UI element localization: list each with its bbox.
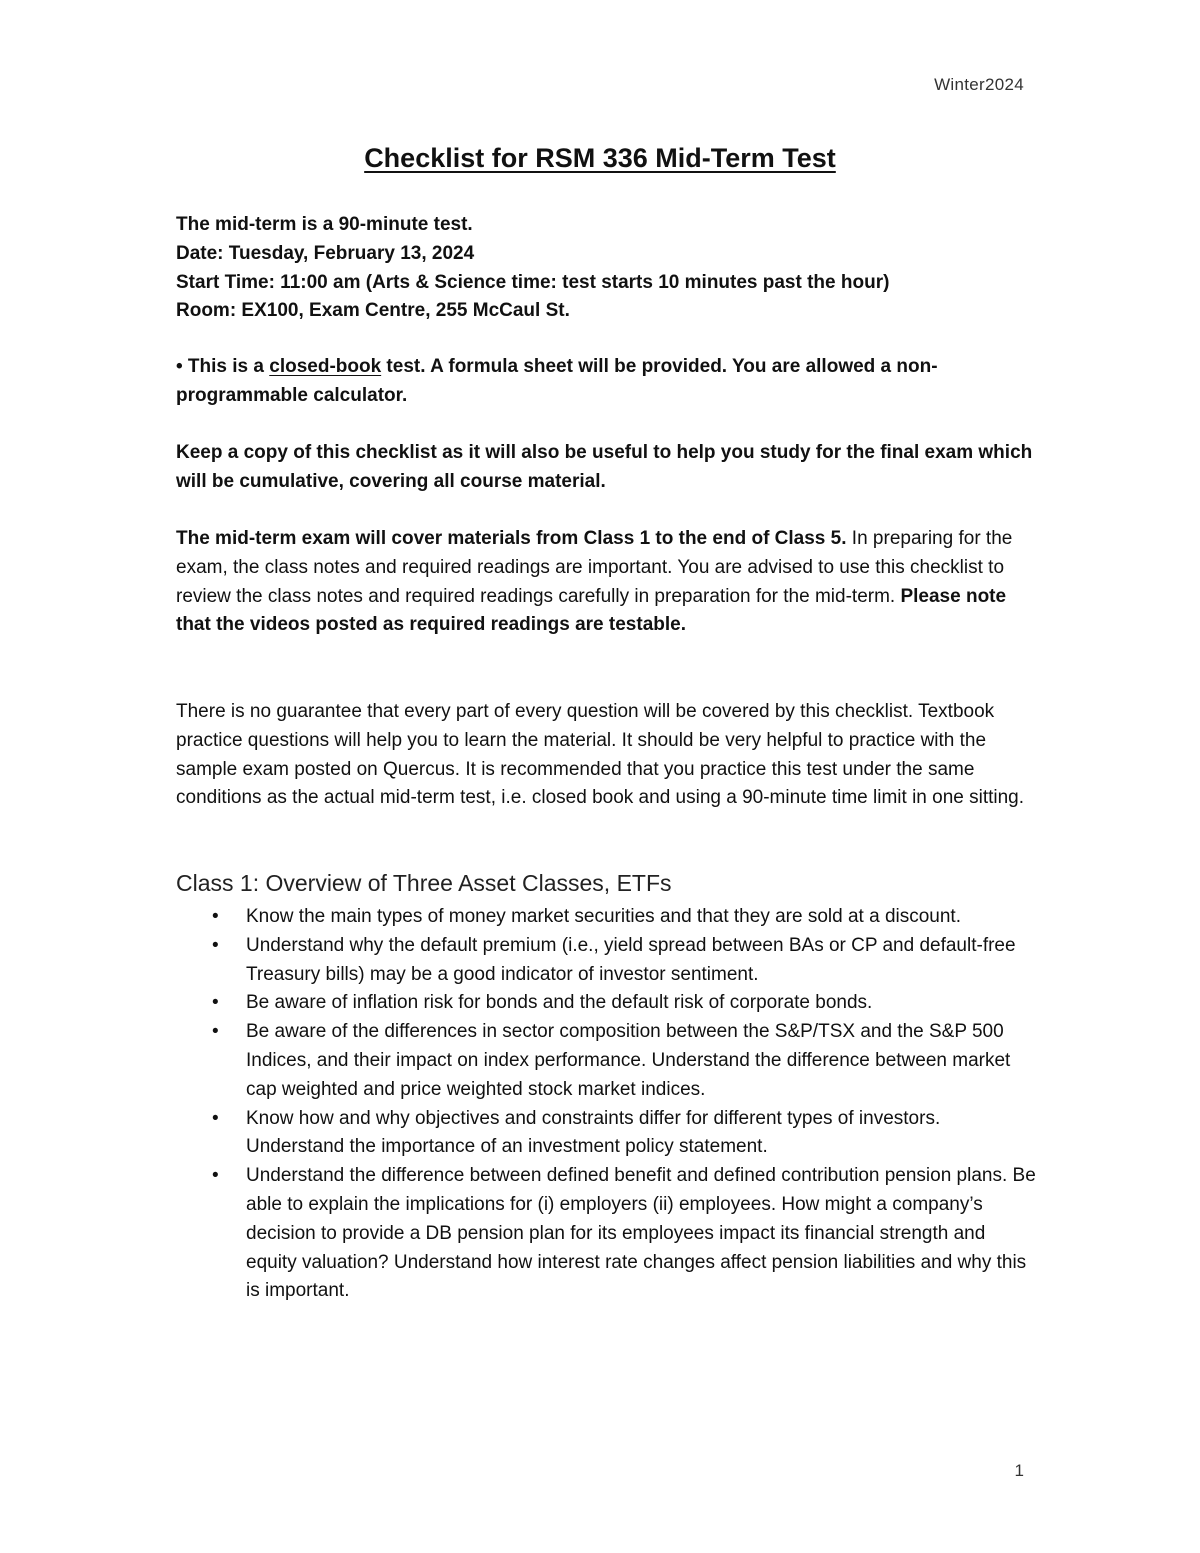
coverage-paragraph bbox=[176, 525, 1036, 640]
closed-book-suffix: test. A formula sheet will be provided. You are allowed a non-programmable calculator. bbox=[176, 356, 938, 406]
guarantee-text: There is no guarantee that every part of every question will be covered by this checklist. Textbook practice questions will help you to learn the material. It should be very helpful to practice with the sample exam posted on Quercus. It is recommended that you practice this test under the same conditions as the actual mid-term test, i.e. closed book and using a 90-minute time limit in one sitting. bbox=[176, 701, 1025, 809]
test-room: Room: EX100, Exam Centre, 255 McCaul St. bbox=[176, 300, 570, 322]
test-duration: The mid-term is a 90-minute test. bbox=[176, 214, 473, 235]
list-item bbox=[176, 1162, 1036, 1306]
list-item-text: Know how and why objectives and constraints differ for different types of investors. Understand the importance of an investment policy statement. bbox=[246, 1107, 941, 1158]
coverage-tail: Please note that the videos posted as required readings are testable. bbox=[176, 585, 1007, 636]
list-item bbox=[176, 989, 1036, 1018]
bullet-marker: • bbox=[212, 934, 219, 956]
bullet-marker: • bbox=[212, 992, 219, 1014]
list-item-text: Be aware of the differences in sector composition between the S&P/TSX and the S&P 500 Indices, and their impact on index performance. Understand the difference between market cap weighted and price weighted stock market indices. bbox=[246, 1021, 1011, 1100]
bullet-marker: • bbox=[212, 1165, 219, 1187]
bullet-marker: • bbox=[212, 1021, 219, 1043]
coverage-middle: In preparing for the exam, the class notes and required readings are important. You are advised to use this checklist to review the class notes and required readings carefully in preparation for the mid-term. bbox=[176, 528, 1013, 607]
keep-copy-paragraph bbox=[176, 439, 1036, 497]
list-item-text: Understand the difference between defined benefit and defined contribution pension plans. Be able to explain the implications for (i) employers (ii) employees. How might a company’s decision to provide a DB pension plan for its employees impact its financial strength and equity valuation? Understand how interest rate changes affect pension liabilities and why this is important. bbox=[246, 1165, 1036, 1302]
list-item bbox=[176, 932, 1036, 990]
keep-copy-text: Keep a copy of this checklist as it will also be useful to help you study for the final exam which will be cumulative, covering all course material. bbox=[176, 442, 1033, 492]
test-date: Date: Tuesday, February 13, 2024 bbox=[176, 242, 475, 264]
bullet-marker: • bbox=[212, 1107, 219, 1129]
list-item bbox=[176, 903, 1036, 932]
test-info-block bbox=[176, 211, 1036, 326]
list-item bbox=[176, 1105, 1036, 1163]
document-title: Checklist for RSM 336 Mid-Term Test bbox=[364, 143, 836, 173]
closed-book-paragraph bbox=[176, 353, 1036, 411]
class1-bullet-list bbox=[176, 903, 1036, 1306]
list-item-text: Understand why the default premium (i.e., yield spread between BAs or CP and default-free Treasury bills) may be a good indicator of investor sentiment. bbox=[246, 934, 1016, 985]
page-number: 1 bbox=[1014, 1461, 1024, 1480]
coverage-lead: The mid-term exam will cover materials from Class 1 to the end of Class 5. bbox=[176, 528, 847, 549]
guarantee-paragraph bbox=[176, 698, 1036, 813]
list-item-text: Be aware of inflation risk for bonds and the default risk of corporate bonds. bbox=[246, 992, 873, 1014]
closed-book-term: closed-book bbox=[269, 356, 382, 377]
term-header: Winter2024 bbox=[934, 75, 1024, 94]
closed-book-prefix: • This is a bbox=[176, 356, 270, 377]
list-item-text: Know the main types of money market securities and that they are sold at a discount. bbox=[246, 906, 961, 927]
bullet-marker: • bbox=[212, 906, 219, 927]
list-item bbox=[176, 1018, 1036, 1104]
class1-heading: Class 1: Overview of Three Asset Classes, ETFs bbox=[176, 870, 672, 896]
test-start-time: Start Time: 11:00 am (Arts & Science time: test starts 10 minutes past the hour) bbox=[176, 271, 890, 293]
